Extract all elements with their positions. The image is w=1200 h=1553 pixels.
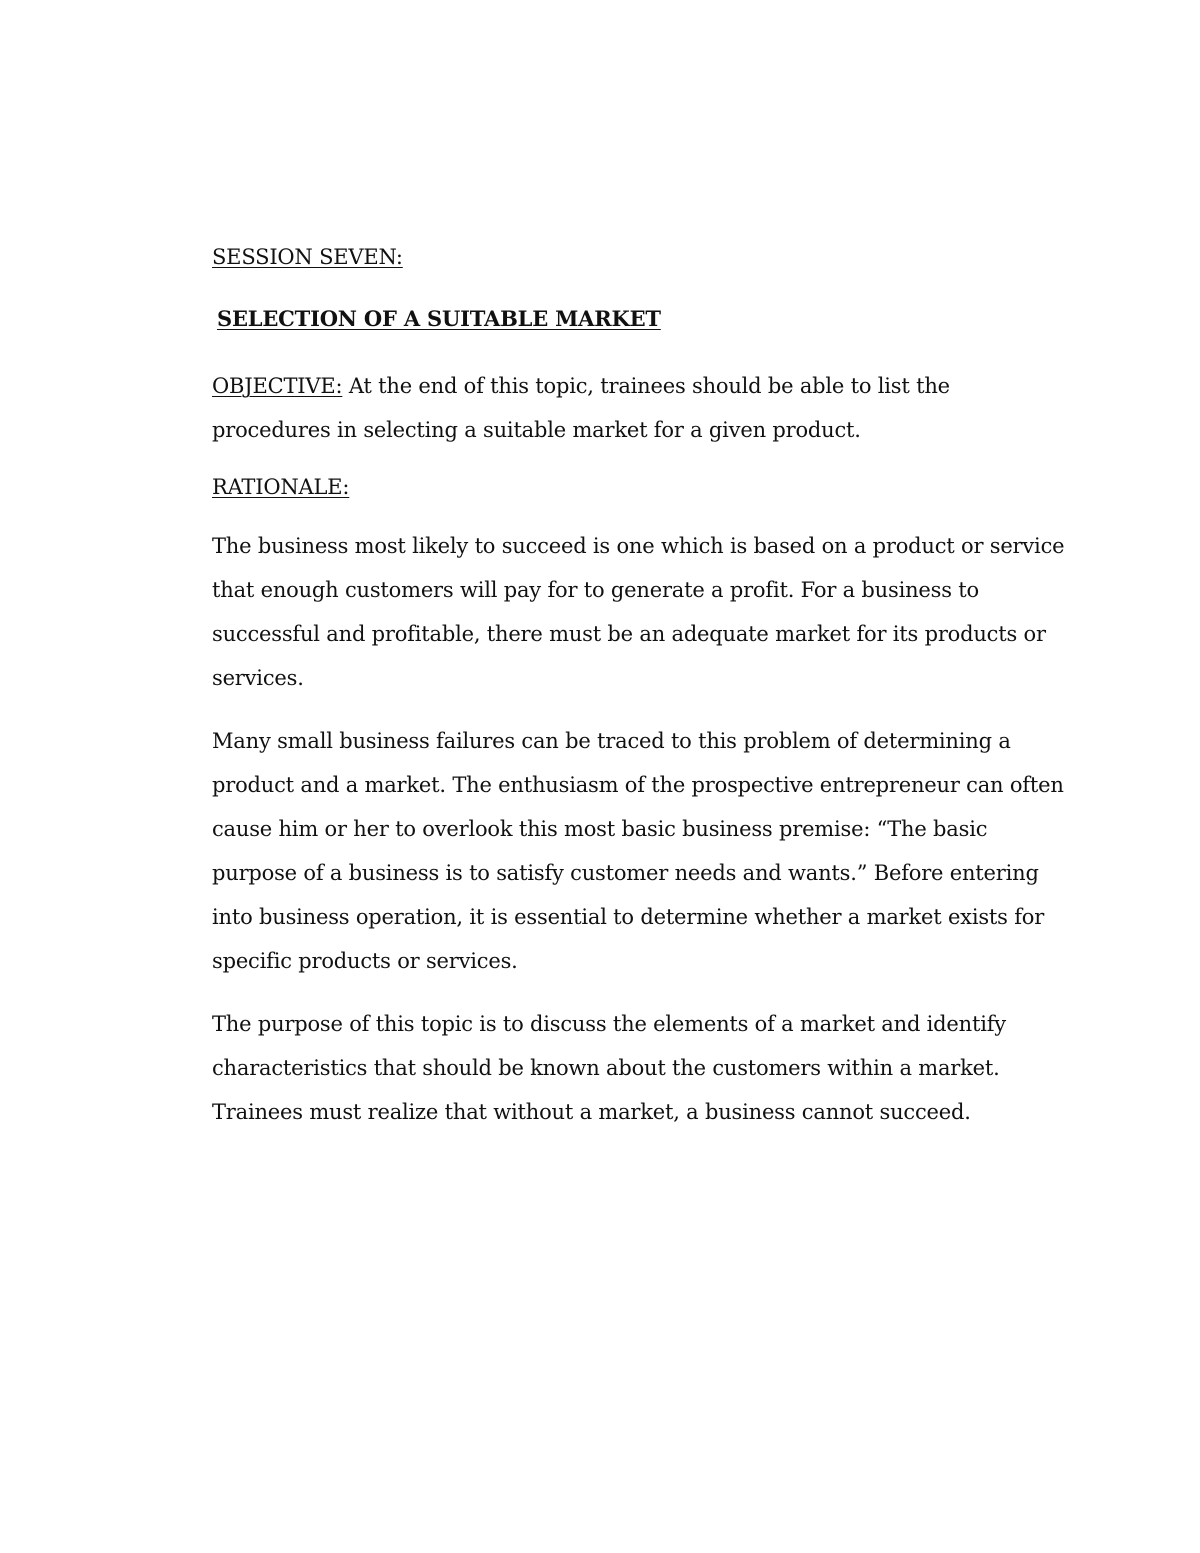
rationale-label: RATIONALE:: [212, 475, 350, 499]
objective-paragraph: [212, 364, 1072, 452]
session-heading: [212, 240, 1072, 274]
objective-label: OBJECTIVE:: [212, 374, 343, 398]
rationale-heading: [212, 470, 1072, 504]
session-label: SESSION SEVEN:: [212, 245, 403, 269]
page-title: [212, 302, 1072, 336]
rationale-paragraph-3: The purpose of this topic is to discuss the elements of a market and identify characteristics that should be known about the customers within a market. Trainees must realize that without a market, a business cannot succeed.: [212, 1012, 1006, 1124]
objective-text: At the end of this topic, trainees should be able to list the procedures in selecting a suitable market for a given product.: [212, 374, 950, 442]
document-body: [212, 240, 1072, 1134]
rationale-paragraph-1: The business most likely to succeed is one which is based on a product or service that enough customers will pay for to generate a profit. For a business to successful and profitable, there must be an adequate market for its products or services.: [212, 534, 1065, 690]
rationale-paragraph-2: Many small business failures can be traced to this problem of determining a product and a market. The enthusiasm of the prospective entrepreneur can often cause him or her to overlook this most basic business premise: “The basic purpose of a business is to satisfy customer needs and wants.” Before entering into business operation, it is essential to determine whether a market exists for specific products or services.: [212, 729, 1064, 973]
title-text: SELECTION OF A SUITABLE MARKET: [217, 306, 661, 331]
